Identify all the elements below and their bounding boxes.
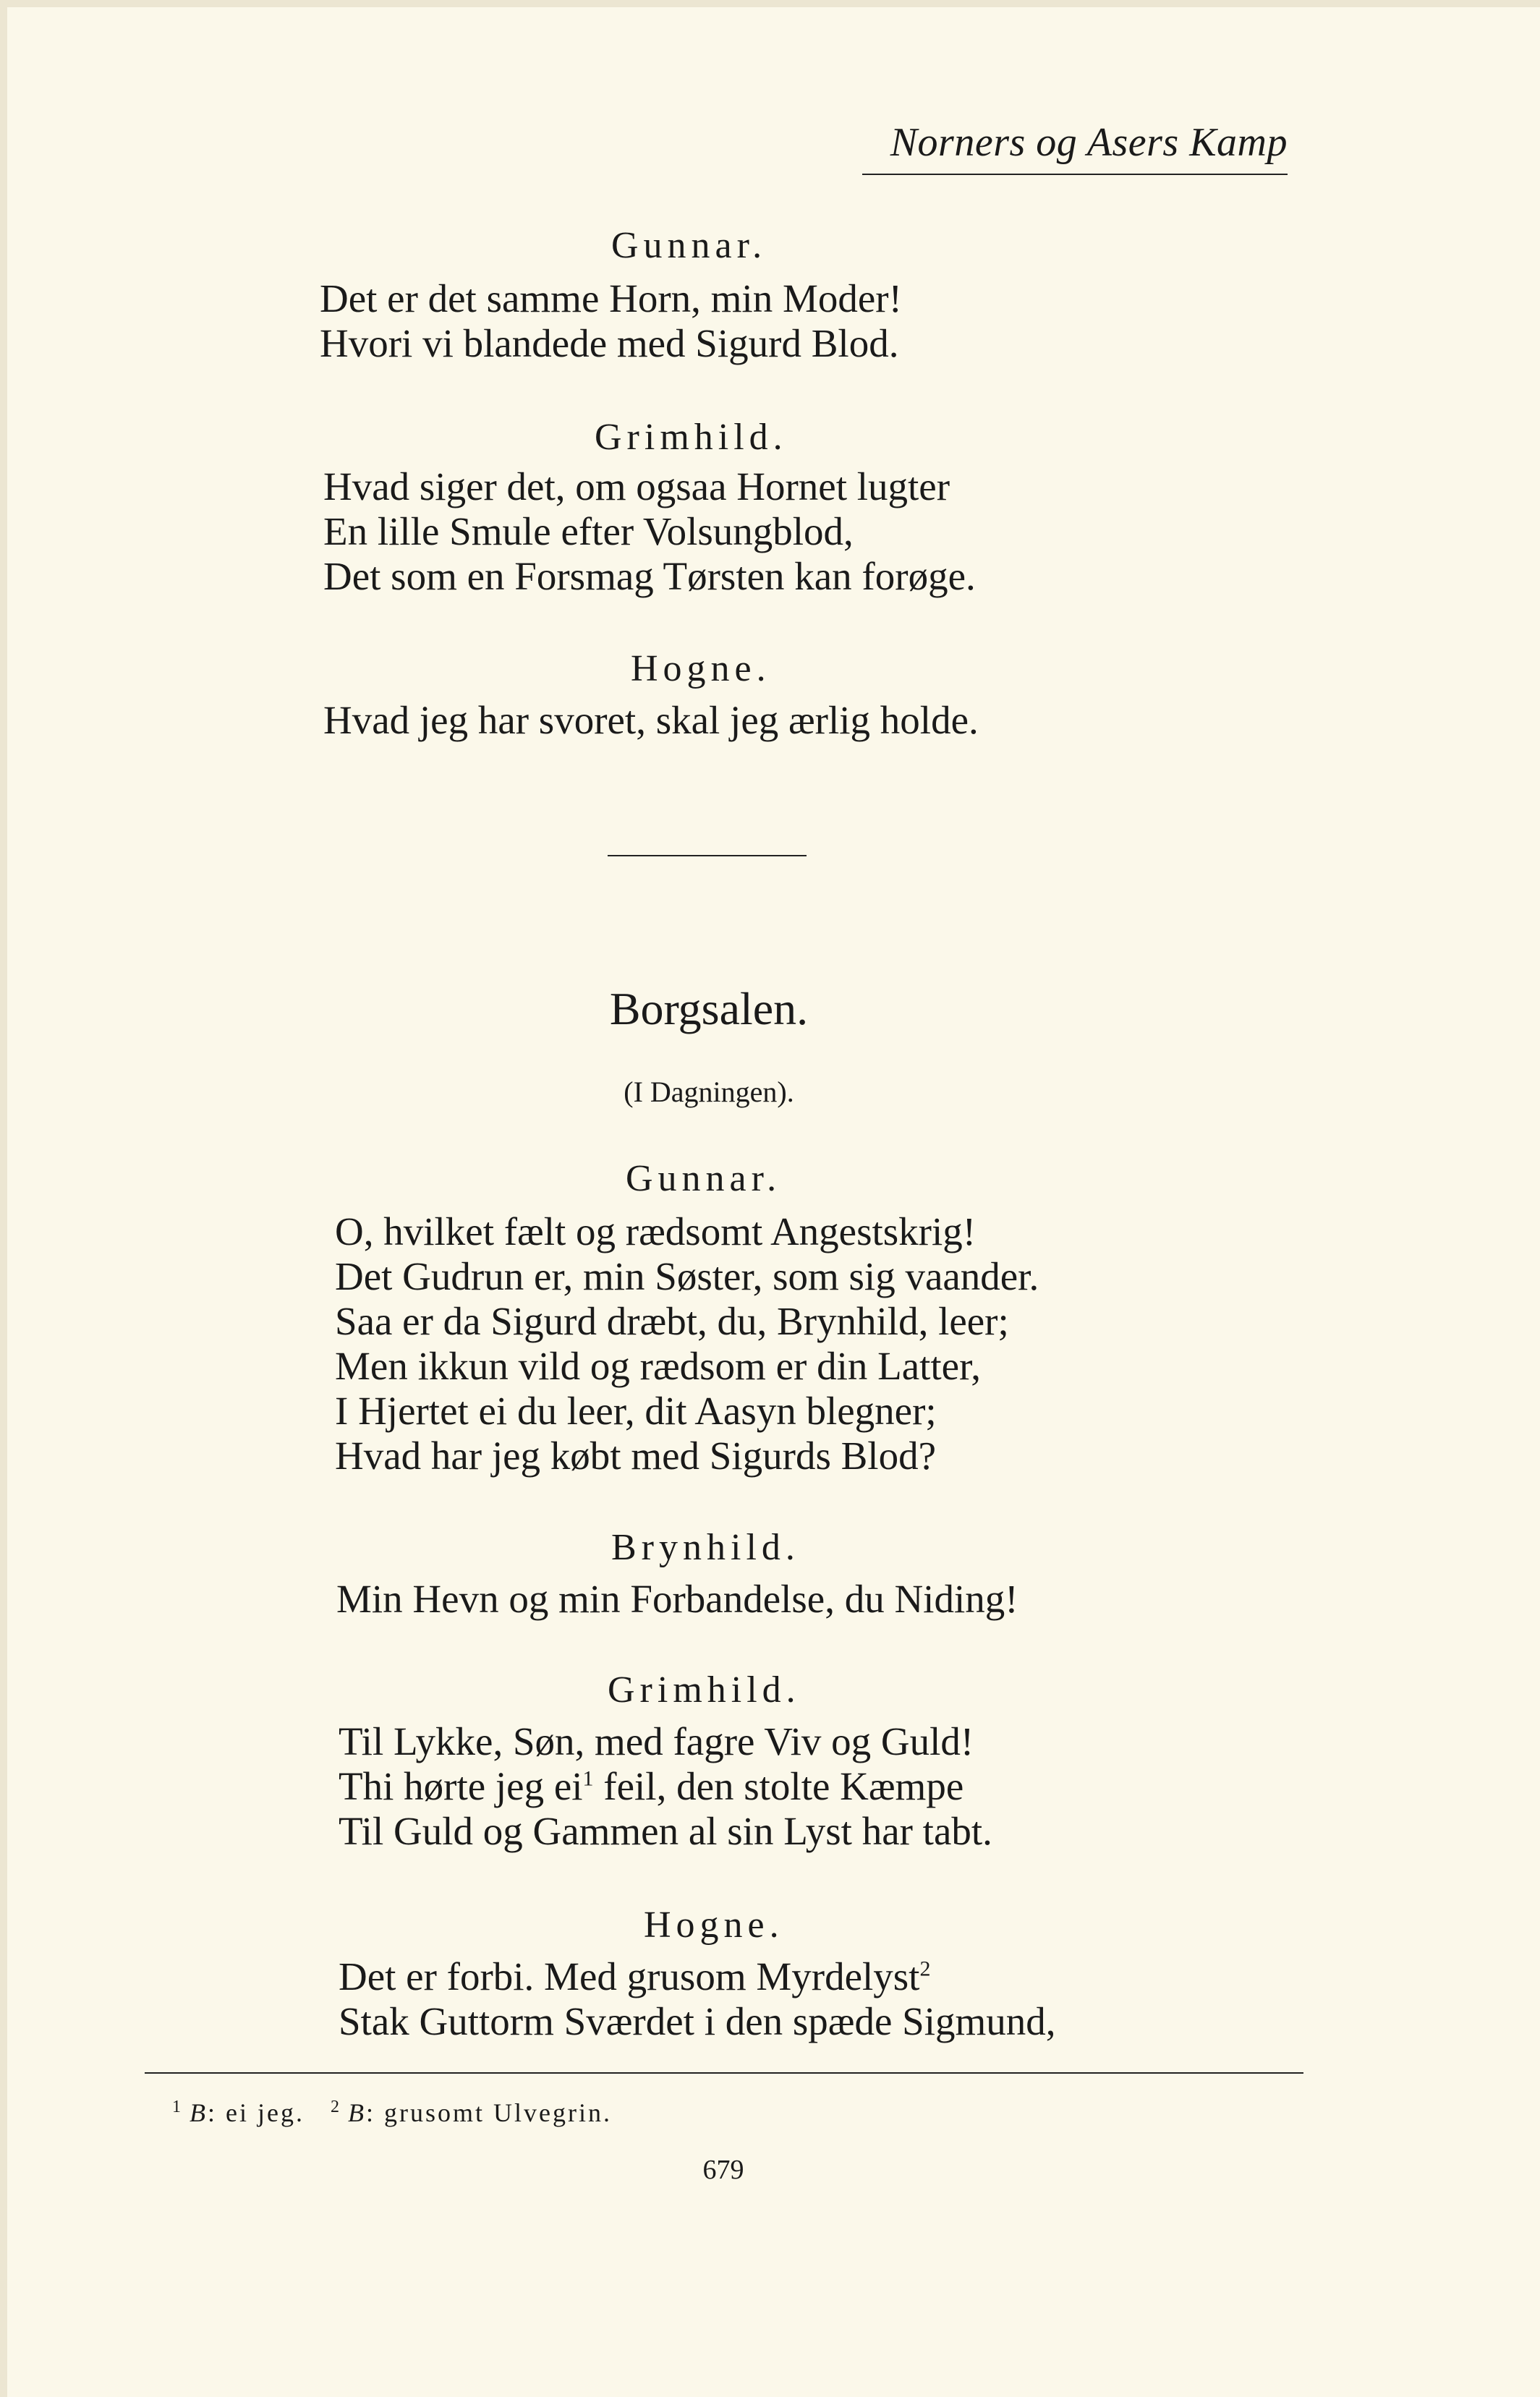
verse-line-part: feil, den stolte Kæmpe xyxy=(603,1764,964,1808)
verse-line: Det er det samme Horn, min Moder! xyxy=(320,276,902,320)
verse-line: Til Lykke, Søn, med fagre Viv og Guld! xyxy=(339,1719,974,1763)
running-head-rule xyxy=(862,174,1288,175)
section-divider xyxy=(608,855,807,856)
verse-line xyxy=(339,1954,1056,1999)
verse-line: Til Guld og Gammen al sin Lyst har tabt. xyxy=(339,1809,992,1853)
footnote-source: B xyxy=(347,2098,366,2127)
footnote-ref-2[interactable]: 2 xyxy=(919,1957,931,1981)
footnote-source: B xyxy=(190,2098,208,2127)
speaker-brynhild: Brynhild. xyxy=(611,1527,800,1568)
page-number: 679 xyxy=(702,2155,744,2185)
verse-line: Min Hevn og min Forbandelse, du Niding! xyxy=(336,1577,1018,1621)
verse-gunnar-1 xyxy=(320,276,902,366)
footnote-mark: 2 xyxy=(330,2098,339,2116)
verse-line: Hvori vi blandede med Sigurd Blod. xyxy=(320,321,899,365)
verse-line: Hvad siger det, om ogsaa Hornet lugter xyxy=(323,464,950,508)
section-title: Borgsalen. xyxy=(609,983,809,1034)
speaker-grimhild-1: Grimhild. xyxy=(595,417,788,458)
footnote-text: grusomt Ulvegrin. xyxy=(384,2098,612,2127)
verse-line: O, hvilket fælt og rædsomt Angestskrig! xyxy=(335,1209,977,1253)
verse-line: Men ikkun vild og rædsom er din Latter, xyxy=(335,1344,981,1388)
stage-direction: (I Dagningen). xyxy=(624,1076,794,1108)
speaker-grimhild-2: Grimhild. xyxy=(608,1669,801,1711)
footnote-rule xyxy=(145,2072,1303,2074)
speaker-hogne-2: Hogne. xyxy=(644,1904,784,1946)
speaker-gunnar-1: Gunnar. xyxy=(611,225,767,266)
verse-line-part: Thi hørte jeg ei xyxy=(339,1764,583,1808)
verse-line: En lille Smule efter Volsungblod, xyxy=(323,509,854,553)
verse-grimhild-2 xyxy=(339,1719,992,1854)
verse-line: Stak Guttorm Sværdet i den spæde Sigmund, xyxy=(339,1999,1056,2043)
verse-brynhild xyxy=(336,1577,1018,1622)
verse-hogne-2 xyxy=(339,1954,1056,2044)
verse-line: Det som en Forsmag Tørsten kan forøge. xyxy=(323,554,976,598)
verse-line xyxy=(339,1764,992,1809)
footnote-text: ei jeg. xyxy=(226,2098,305,2127)
verse-line: Hvad har jeg købt med Sigurds Blod? xyxy=(335,1434,936,1478)
verse-gunnar-2 xyxy=(335,1209,1039,1478)
verse-grimhild-1 xyxy=(323,464,976,599)
verse-line: Det Gudrun er, min Søster, som sig vaander. xyxy=(335,1254,1039,1298)
speaker-hogne-1: Hogne. xyxy=(631,648,771,689)
speaker-gunnar-2: Gunnar. xyxy=(626,1158,782,1199)
verse-hogne-1 xyxy=(323,698,979,743)
running-head: Norners og Asers Kamp xyxy=(890,120,1288,165)
footnote-mark: 1 xyxy=(172,2098,181,2116)
footnote-ref-1[interactable]: 1 xyxy=(582,1766,594,1791)
verse-line: Hvad jeg har svoret, skal jeg ærlig holde. xyxy=(323,698,979,742)
verse-line: I Hjertet ei du leer, dit Aasyn blegner; xyxy=(335,1389,937,1433)
footnotes: $^1$ B: ei jeg. $^2$ B: grusomt Ulvegrin. xyxy=(172,2098,612,2127)
verse-line-part: Det er forbi. Med grusom Myrdelyst xyxy=(339,1954,920,1998)
verse-line: Saa er da Sigurd dræbt, du, Brynhild, leer; xyxy=(335,1299,1009,1343)
